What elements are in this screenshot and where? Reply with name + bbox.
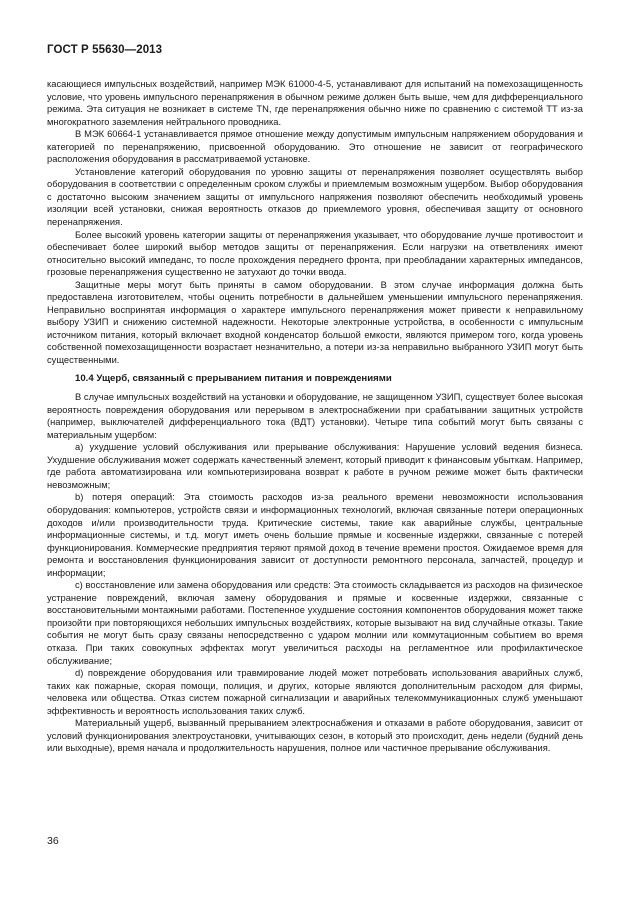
page-body [47, 78, 583, 755]
page-number: 36 [47, 835, 59, 847]
list-item-b: b) потеря операций: Эта стоимость расходов из-за реального времени невозможности использования оборудования: компьютеров, устройств связи и информационных технологий, включая связанные потери операционных доходов и/или производительности труда. Критические системы, такие как аварийные службы, центральные информационные системы, и т.д. могут иметь очень большие прямые и косвенные издержки, связанные с потерей функционирования. Коммерческие предприятия теряют прямой доход в течение времени простоя. Ожидаемое время для ремонта и восстановления функционирования зависит от доступности ремонтного персонала, запчастей, процедур и информации; [47, 492, 583, 578]
paragraph: Материальный ущерб, вызванный прерыванием электроснабжения и отказами в работе оборудования, зависит от условий функционирования электроустановки, учитывающих сезон, в который это происходит, день недели (будний день или выходные), время начала и продолжительность нарушения, полное или частичное прерывание обслуживания. [47, 718, 583, 754]
document-header: ГОСТ Р 55630—2013 [47, 44, 163, 56]
list-item-d: d) повреждение оборудования или травмирование людей может потребовать использования аварийных служб, таких как пожарные, скорая помощи, полиция, и других, которые являются дополнительным расходом для фирмы, человека или общества. Отказ систем пожарной сигнализации и аварийных телекоммуникационных служб уменьшают эффективность и вероятность использования таких служб. [47, 668, 583, 716]
paragraph: В МЭК 60664-1 устанавливается прямое отношение между допустимым импульсным напряжением оборудования и категорией по перенапряжению, присвоенной оборудованию. Это отношение не зависит от географического расположения оборудования в рассматриваемой установке. [47, 129, 583, 165]
list-item-c: c) восстановление или замена оборудования или средств: Эта стоимость складывается из расходов на физическое устранение повреждений, включая замену оборудования и прямые и косвенные издержки, связанные с восстановительными монтажными работами. Постепенное ухудшение состояния компонентов оборудования может также произойти при повторяющихся небольших импульсных воздействиях, которые вызывают на вид случайные отказы. Такие события не могут быть сразу связаны непосредственно с ударом молнии или коммутационным событием во время отказа. При таких совокупных эффектах могут увеличиться расходы на регламентное или профилактическое обслуживание; [47, 580, 583, 666]
paragraph: В случае импульсных воздействий на установки и оборудование, не защищенном УЗИП, существует более высокая вероятность повреждения оборудования или перерывом в электроснабжении при срабатывании защитных устройств (например, выключателей дифференциального тока (ВДТ) установки). Четыре типа событий могут быть связаны с материальным ущербом: [47, 392, 583, 440]
paragraph: Защитные меры могут быть приняты в самом оборудовании. В этом случае информация должна быть предоставлена изготовителем, чтобы оценить потребности в дальнейшем уменьшении импульсного перенапряжения. Неправильно воспринятая информация о характере импульсного перенапряжения может привести к неправильному выбору УЗИП и снижению системной надежности. Некоторые электронные устройства, в особенности с импульсным источником питания, который включает входной конденсатор большой емкости, являются примером того, когда уровень собственной помехозащищенности возрастает незначительно, а потери из-за неправильно выбранного УЗИП могут быть существенными. [47, 279, 583, 366]
section-heading: 10.4 Ущерб, связанный с прерыванием питания и повреждениями [75, 372, 392, 384]
paragraph: Более высокий уровень категории защиты от перенапряжения указывает, что оборудование лучше противостоит и обеспечивает более широкий выбор методов защиты от перенапряжения. Если нагрузки на ответвлениях имеют относительно высокий импеданс, то после прохождения переднего фронта, при преобладании характерных импедансов, грозовые перенапряжения существенно не затухают до точки ввода. [47, 229, 583, 278]
paragraph: Установление категорий оборудования по уровню защиты от перенапряжения позволяет осуществлять выбор оборудования в соответствии с определенным сроком службы и приемлемым возможным ущербом. Выбор оборудования с достаточно высоким значением защиты от импульсного напряжения позволяют обеспечить необходимый уровень изоляции всей установки, снижая вероятность отказов до приемлемого уровня, обеспечивая защиту от основного перенапряжения. [47, 166, 583, 228]
paragraph: касающиеся импульсных воздействий, например МЭК 61000-4-5, устанавливают для испытаний на помехозащищенность условие, что уровень импульсного перенапряжения в обычном режиме должен быть выше, чем для дифференциального режима. Эта ситуация не возникает в системе TN, где перенапряжения обычно ниже по сравнению с системой TT из-за многократного заземления нейтрального проводника. [47, 79, 583, 127]
list-item-a: a) ухудшение условий обслуживания или прерывание обслуживания: Нарушение условий ведения бизнеса. Ухудшение обслуживания может содержать качественный элемент, который приводит к финансовым убыткам. Например, где работа автоматизирована или компьютеризирована возврат к работе в ручном режиме может быть фактически невозможным; [47, 442, 583, 490]
